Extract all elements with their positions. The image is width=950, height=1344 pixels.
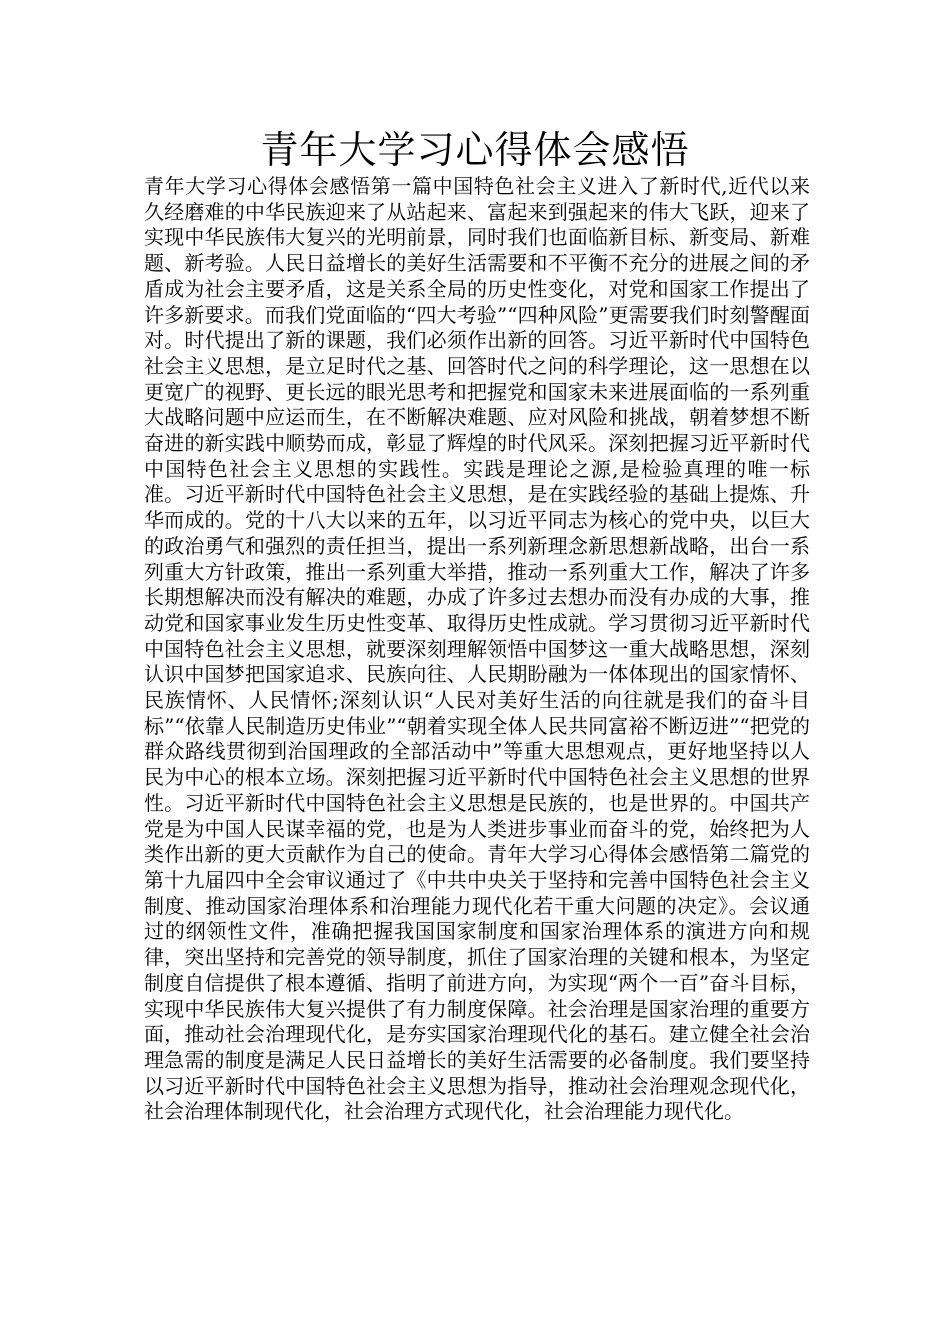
document-title: 青年大学习心得体会感悟 [260, 128, 690, 172]
document-body: 青年大学习心得体会感悟第一篇中国特色社会主义进入了新时代,近代以来久经磨难的中华民族迎来了从站起来、富起来到强起来的伟大飞跃，迎来了实现中华民族伟大复兴的光明前景，同时我们也面临新目标、新变局、新难题、新考验。人民日益增长的美好生活需要和不平衡不充分的进展之间的矛盾成为社会主要矛盾，这是关系全局的历史性变化，对党和国家工作提出了许多新要求。而我们党面临的“四大考验”“四种风险”更需要我们时刻警醒面对。时代提出了新的课题，我们必须作出新的回答。习近平新时代中国特色社会主义思想，是立足时代之基、回答时代之问的科学理论，这一思想在以更宽广的视野、更长远的眼光思考和把握党和国家未来进展面临的一系列重大战略问题中应运而生，在不断解决难题、应对风险和挑战，朝着梦想不断奋进的新实践中顺势而成，彰显了辉煌的时代风采。深刻把握习近平新时代中国特色社会主义思想的实践性。实践是理论之源,是检验真理的唯一标准。习近平新时代中国特色社会主义思想，是在实践经验的基础上提炼、升华而成的。党的十八大以来的五年，以习近平同志为核心的党中央，以巨大的政治勇气和强烈的责任担当，提出一系列新理念新思想新战略，出台一系列重大方针政策，推出一系列重大举措，推动一系列重大工作，解决了许多长期想解决而没有解决的难题，办成了许多过去想办而没有办成的大事，推动党和国家事业发生历史性变革、取得历史性成就。学习贯彻习近平新时代中国特色社会主义思想，就要深刻理解领悟中国梦这一重大战略思想，深刻认识中国梦把国家追求、民族向往、人民期盼融为一体体现出的国家情怀、民族情怀、人民情怀;深刻认识“人民对美好生活的向往就是我们的奋斗目标”“依靠人民制造历史伟业”“朝着实现全体人民共同富裕不断迈进”“把党的群众路线贯彻到治国理政的全部活动中”等重大思想观点，更好地坚持以人民为中心的根本立场。深刻把握习近平新时代中国特色社会主义思想的世界性。习近平新时代中国特色社会主义思想是民族的，也是世界的。中国共产党是为中国人民谋幸福的党，也是为人类进步事业而奋斗的党，始终把为人类作出新的更大贡献作为自己的使命。青年大学习心得体会感悟第二篇党的第十九届四中全会审议通过了《中共中央关于坚持和完善中国特色社会主义制度、推动国家治理体系和治理能力现代化若干重大问题的决定》。会议通过的纲领性文件，准确把握我国国家制度和国家治理体系的演进方向和规律，突出坚持和完善党的领导制度，抓住了国家治理的关键和根本，为坚定制度自信提供了根本遵循、指明了前进方向，为实现“两个一百”奋斗目标，实现中华民族伟大复兴提供了有力制度保障。社会治理是国家治理的重要方面，推动社会治理现代化，是夯实国家治理现代化的基石。建立健全社会治理急需的制度是满足人民日益增长的美好生活需要的必备制度。我们要坚持以习近平新时代中国特色社会主义思想为指导，推动社会治理观念现代化，社会治理体制现代化，社会治理方式现代化，社会治理能力现代化。 [144, 174, 810, 1124]
